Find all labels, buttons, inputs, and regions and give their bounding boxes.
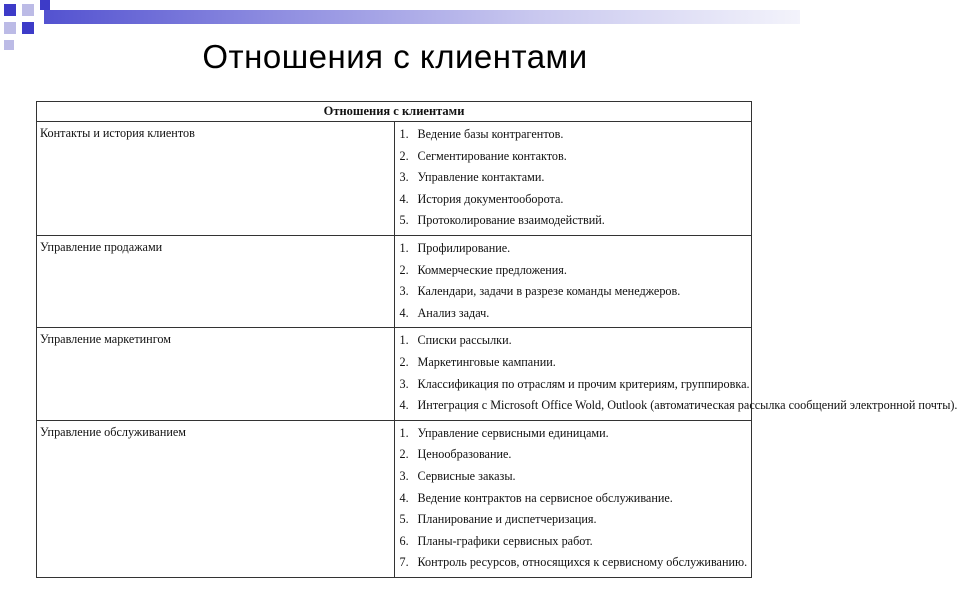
item-number: 2. [399, 262, 409, 277]
list-item [400, 167, 748, 189]
item-number: 2. [399, 148, 409, 163]
item-text: Профилирование. [417, 240, 511, 255]
item-text: Планирование и диспетчеризация. [417, 512, 597, 527]
list-item [400, 423, 748, 445]
items-list [399, 330, 957, 416]
table-header-row [37, 102, 752, 122]
items-list [400, 124, 748, 232]
items-cell [394, 235, 752, 327]
items-list [400, 238, 748, 324]
item-text: Коммерческие предложения. [417, 262, 567, 277]
item-text: Классификация по отраслям и прочим критериям, группировка. [417, 376, 750, 391]
crm-table-container [36, 101, 957, 578]
category-cell: Управление маркетингом [37, 328, 395, 420]
item-text: Ценообразование. [417, 447, 512, 462]
item-number: 6. [399, 533, 409, 548]
decor-square [40, 0, 50, 10]
item-text: Ведение базы контрагентов. [417, 127, 564, 141]
list-item [399, 395, 957, 417]
item-number: 1. [399, 127, 409, 141]
item-text: Маркетинговые кампании. [417, 354, 556, 369]
item-text: Управление сервисными единицами. [417, 425, 609, 440]
list-item [400, 531, 748, 553]
category-cell: Контакты и история клиентов [37, 122, 395, 236]
decor-square [4, 4, 16, 16]
decor-square [4, 22, 16, 34]
slide-title: Отношения с клиентами [202, 38, 588, 75]
item-number: 4. [399, 191, 409, 206]
item-text: Планы-графики сервисных работ. [417, 533, 593, 548]
items-cell [394, 328, 957, 420]
title-bar-decoration [44, 10, 800, 24]
items-cell [394, 420, 752, 577]
item-text: Ведение контрактов на сервисное обслуживание. [417, 490, 673, 505]
item-text: Списки рассылки. [417, 333, 512, 348]
crm-table [36, 101, 957, 578]
category-cell: Управление продажами [37, 235, 395, 327]
table-header: Отношения с клиентами [37, 102, 752, 122]
item-number: 4. [399, 305, 409, 320]
item-number: 5. [399, 213, 409, 228]
list-item [400, 303, 748, 325]
item-text: Анализ задач. [417, 305, 490, 320]
item-text: Контроль ресурсов, относящихся к сервисному обслуживанию. [417, 555, 748, 570]
item-number: 3. [399, 284, 409, 299]
item-text: История документооборота. [417, 191, 564, 206]
list-item [400, 210, 748, 232]
list-item [400, 330, 748, 352]
item-text: Сервисные заказы. [417, 468, 516, 483]
list-item [400, 466, 748, 488]
table-row [37, 328, 752, 420]
table-body [37, 122, 957, 578]
table-row [37, 235, 752, 327]
item-number: 5. [399, 512, 409, 527]
list-item [400, 444, 748, 466]
list-item [400, 146, 748, 168]
item-text: Интеграция с Microsoft Office Wold, Outlook (автоматическая рассылка сообщений электронной почты). [417, 398, 957, 413]
list-item [400, 552, 748, 574]
category-cell: Управление обслуживанием [37, 420, 395, 577]
table-row [37, 122, 752, 236]
item-number: 4. [399, 398, 409, 413]
item-number: 7. [399, 555, 409, 570]
list-item [400, 238, 748, 260]
item-number: 2. [399, 354, 409, 369]
item-text: Сегментирование контактов. [417, 148, 567, 163]
item-text: Управление контактами. [417, 170, 545, 185]
item-number: 1. [399, 333, 409, 348]
item-number: 4. [399, 490, 409, 505]
list-item [400, 260, 748, 282]
items-list [400, 423, 748, 574]
list-item [400, 509, 748, 531]
item-number: 1. [399, 425, 409, 440]
item-number: 2. [399, 447, 409, 462]
item-number: 3. [399, 376, 409, 391]
item-number: 1. [399, 240, 409, 255]
list-item [400, 124, 748, 146]
decor-square [22, 22, 34, 34]
table-row [37, 420, 752, 577]
item-number: 3. [399, 170, 409, 185]
list-item [400, 374, 748, 396]
list-item [400, 189, 748, 211]
item-text: Протоколирование взаимодействий. [417, 213, 605, 228]
item-text: Календари, задачи в разрезе команды менеджеров. [417, 284, 681, 299]
list-item [400, 488, 748, 510]
decor-square [22, 4, 34, 16]
item-number: 3. [399, 468, 409, 483]
items-cell [394, 122, 752, 236]
list-item [400, 281, 748, 303]
list-item [400, 352, 748, 374]
